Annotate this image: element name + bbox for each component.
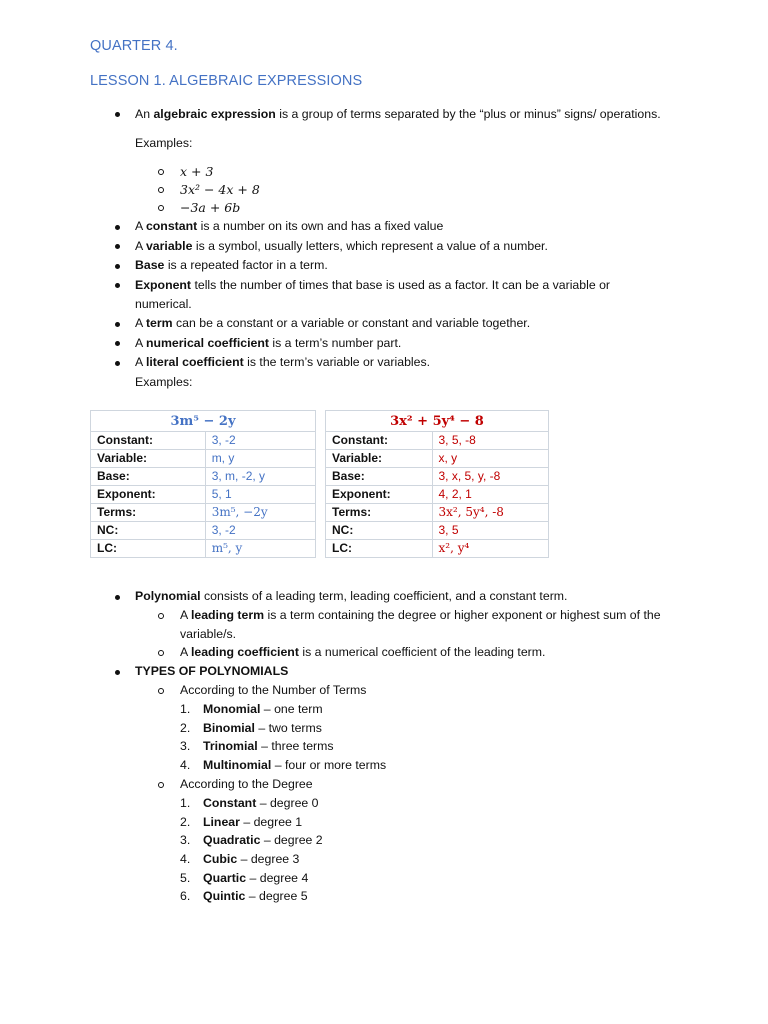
table-row: Exponent: 5, 1 (91, 486, 316, 504)
table-row: Exponent: 4, 2, 1 (326, 486, 549, 504)
definition-numerical-coefficient: A numerical coefficient is a term’s number part. (135, 336, 402, 350)
bullet-icon (115, 112, 120, 117)
polynomial-definition: Polynomial consists of a leading term, leading coefficient, and a constant term. (135, 589, 568, 603)
bullet-icon (115, 595, 120, 600)
definition-constant: A constant is a number on its own and has a fixed value (135, 219, 444, 233)
circle-bullet-icon (158, 169, 164, 175)
list-item: 1. (180, 796, 191, 810)
table-row: Terms: 3m⁵, −2y (91, 504, 316, 522)
circle-bullet-icon (158, 650, 164, 656)
example-expression: 3x² − 4x + 8 (180, 182, 260, 197)
table-row: NC: 3, 5 (326, 522, 549, 540)
table-row: Variable: m, y (91, 450, 316, 468)
table-row: Variable: x, y (326, 450, 549, 468)
example-expression: −3a + 6b (180, 200, 241, 215)
table-row: Terms: 3x², 5y⁴, -8 (326, 504, 549, 522)
list-item: 3. (180, 739, 191, 753)
bullet-icon (115, 225, 120, 230)
list-item-text: Cubic – degree 3 (203, 852, 300, 866)
examples-label: Examples: (135, 136, 193, 150)
list-item: 2. (180, 721, 191, 735)
list-item-text: Multinomial – four or more terms (203, 758, 387, 772)
bullet-icon (115, 283, 120, 288)
list-item-text: Quartic – degree 4 (203, 871, 309, 885)
table-row: LC: m⁵, y (91, 540, 316, 558)
list-item: 4. (180, 758, 191, 772)
definition-exponent: Exponent tells the number of times that base is used as a factor. It can be a variable or (135, 278, 611, 292)
leading-term-cont: variable/s. (180, 627, 237, 641)
table-row: NC: 3, -2 (91, 522, 316, 540)
table-row: Constant: 3, -2 (91, 432, 316, 450)
list-item: 6. (180, 889, 191, 903)
circle-bullet-icon (158, 782, 164, 788)
example-table-left (90, 410, 316, 558)
definition-variable: A variable is a symbol, usually letters, which represent a value of a number. (135, 239, 548, 253)
list-item-text: Monomial – one term (203, 702, 323, 716)
circle-bullet-icon (158, 613, 164, 619)
list-item-text: Quadratic – degree 2 (203, 833, 323, 847)
list-item: 3. (180, 833, 191, 847)
list-item: 4. (180, 852, 191, 866)
list-item: 1. (180, 702, 191, 716)
bullet-icon (115, 670, 120, 675)
bullet-icon (115, 244, 120, 249)
table-row: Base: 3, x, 5, y, -8 (326, 468, 549, 486)
by-terms-label: According to the Number of Terms (180, 683, 367, 697)
quarter-heading: QUARTER 4. (90, 38, 178, 54)
list-item: 5. (180, 871, 191, 885)
list-item-text: Linear – degree 1 (203, 815, 303, 829)
list-item-text: Quintic – degree 5 (203, 889, 308, 903)
types-heading: TYPES OF POLYNOMIALS (135, 664, 289, 678)
list-item-text: Constant – degree 0 (203, 796, 319, 810)
table-row: Constant: 3, 5, -8 (326, 432, 549, 450)
table-row: Base: 3, m, -2, y (91, 468, 316, 486)
bullet-icon (115, 322, 120, 327)
circle-bullet-icon (158, 187, 164, 193)
leading-term-definition: A leading term is a term containing the degree or higher exponent or highest sum of the (180, 608, 661, 622)
circle-bullet-icon (158, 205, 164, 211)
table-title: 3m⁵ − 2y (91, 411, 316, 432)
circle-bullet-icon (158, 688, 164, 694)
list-item-text: Binomial – two terms (203, 721, 322, 735)
bullet-icon (115, 341, 120, 346)
intro-definition: An algebraic expression is a group of terms separated by the “plus or minus” signs/ operations. (135, 107, 661, 121)
by-degree-label: According to the Degree (180, 777, 313, 791)
table-row: LC: x², y⁴ (326, 540, 549, 558)
definition-base: Base is a repeated factor in a term. (135, 258, 328, 272)
examples-label: Examples: (135, 375, 193, 389)
example-table-right (325, 410, 549, 558)
definition-term: A term can be a constant or a variable or constant and variable together. (135, 316, 531, 330)
list-item: 2. (180, 815, 191, 829)
definition-exponent-cont: numerical. (135, 297, 192, 311)
leading-coefficient-definition: A leading coefficient is a numerical coefficient of the leading term. (180, 645, 546, 659)
bullet-icon (115, 361, 120, 366)
example-expression: x + 3 (180, 164, 214, 179)
definition-literal-coefficient: A literal coefficient is the term’s variable or variables. (135, 355, 431, 369)
lesson-heading: LESSON 1. ALGEBRAIC EXPRESSIONS (90, 73, 363, 89)
list-item-text: Trinomial – three terms (203, 739, 334, 753)
table-title: 3x² + 5y⁴ − 8 (326, 411, 549, 432)
bullet-icon (115, 264, 120, 269)
